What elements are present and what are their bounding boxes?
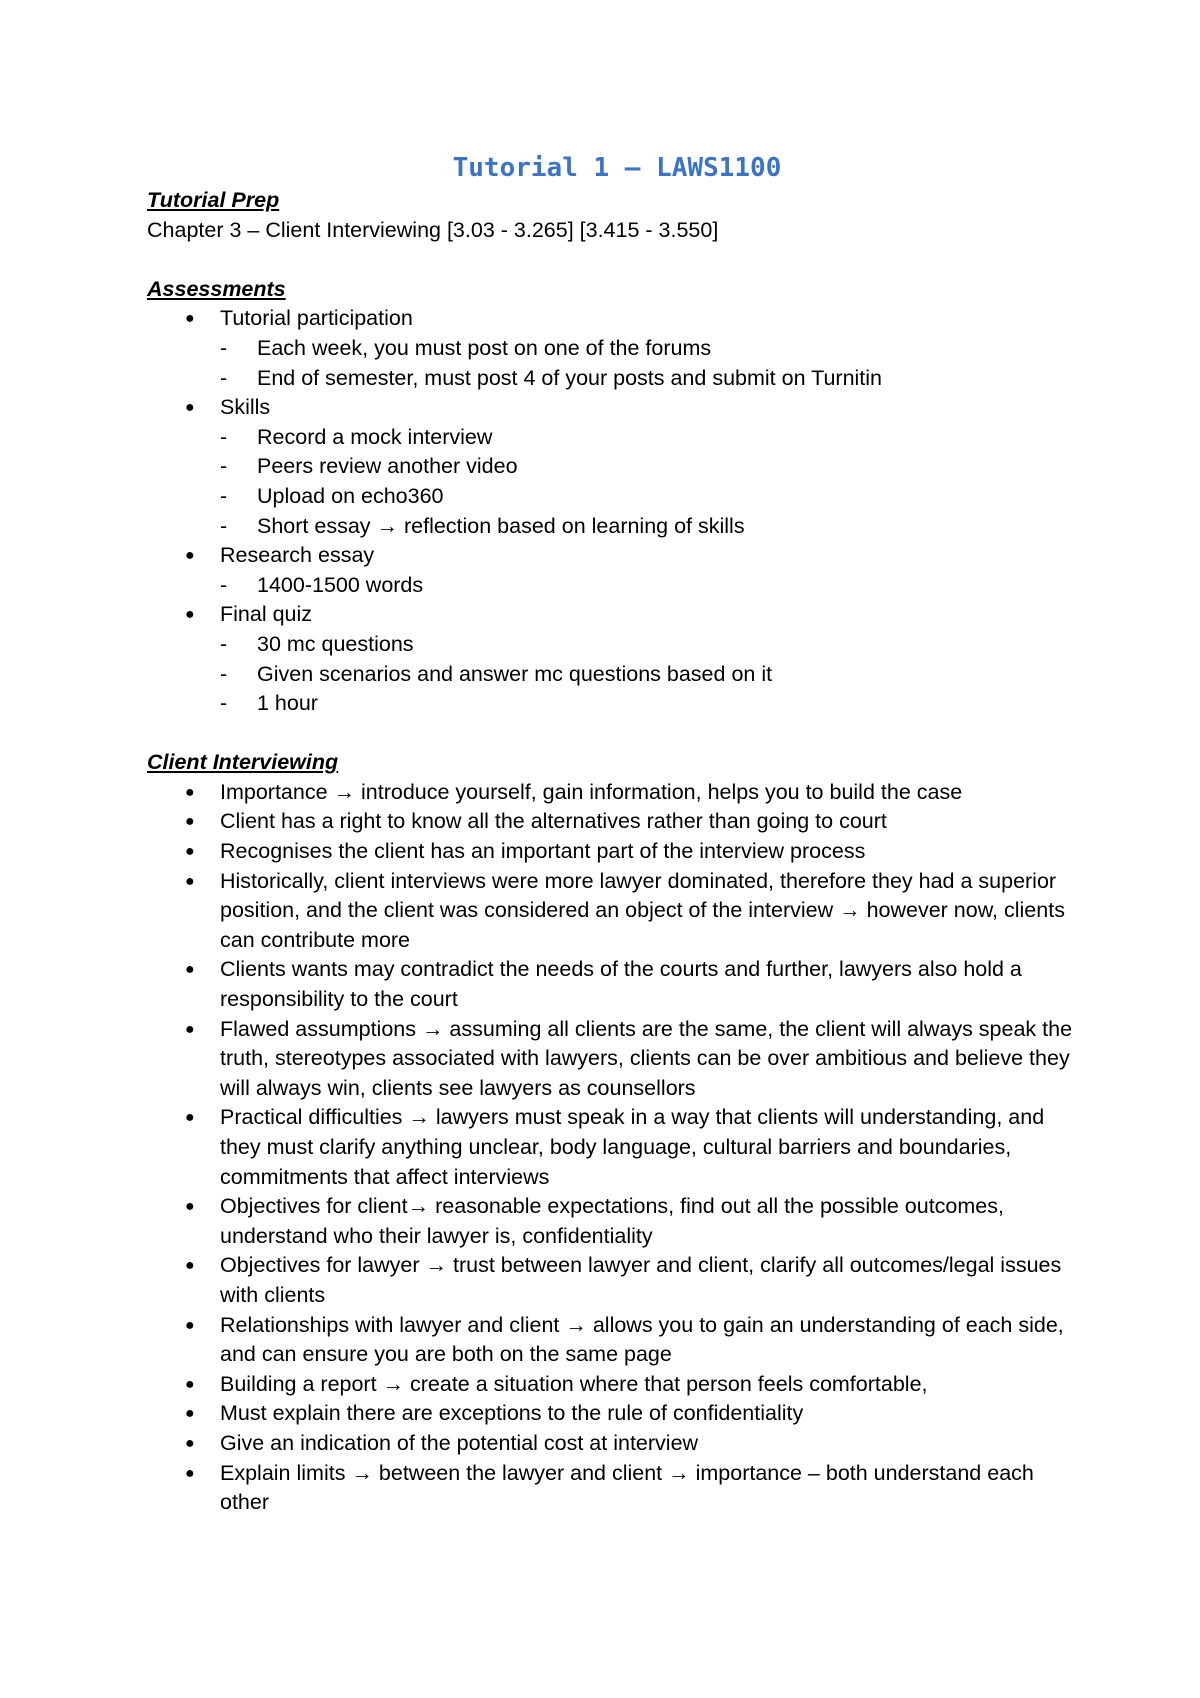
sub-list bbox=[220, 423, 1077, 541]
list-item-text: Client has a right to know all the alternatives rather than going to court bbox=[220, 809, 887, 834]
bullet-icon: ● bbox=[185, 843, 195, 861]
sub-item-text: End of semester, must post 4 of your posts and submit on Turnitin bbox=[257, 365, 883, 390]
dash-icon: - bbox=[220, 483, 228, 508]
list-item bbox=[147, 778, 1077, 808]
list-item bbox=[147, 1459, 1077, 1518]
list-item bbox=[147, 1399, 1077, 1429]
list-item-text: Recognises the client has an important part of the interview process bbox=[220, 839, 866, 864]
sub-list-item bbox=[220, 364, 1077, 394]
document-title: Tutorial 1 – LAWS1100 bbox=[452, 153, 782, 183]
sub-list-item bbox=[220, 334, 1077, 364]
sub-list-item bbox=[220, 689, 1077, 719]
bullet-icon: ● bbox=[185, 961, 195, 979]
list-item-text: Importance → introduce yourself, gain information, helps you to build the case bbox=[220, 779, 963, 804]
sub-item-text: 1400-1500 words bbox=[257, 572, 424, 597]
bullet-icon: ● bbox=[185, 399, 195, 417]
list-item bbox=[147, 304, 1077, 393]
list-item bbox=[147, 1103, 1077, 1192]
list-item bbox=[147, 1429, 1077, 1459]
list-item-text: Explain limits → between the lawyer and client → importance – both understand each other bbox=[220, 1460, 1034, 1515]
list-item bbox=[147, 1370, 1077, 1400]
list-item-text: Flawed assumptions → assuming all clients are the same, the client will always speak the truth, stereotypes associated with lawyers, clients can be over ambitious and believe they will always win, clients see lawyers as counsellors bbox=[220, 1016, 1073, 1100]
dash-icon: - bbox=[220, 424, 228, 449]
list-item-text: Objectives for lawyer → trust between lawyer and client, clarify all outcomes/legal issues with clients bbox=[220, 1253, 1062, 1307]
bullet-icon: ● bbox=[185, 1405, 195, 1423]
list-item bbox=[147, 807, 1077, 837]
dash-icon: - bbox=[220, 365, 228, 390]
client-interviewing-heading: Client Interviewing bbox=[147, 750, 339, 775]
sub-item-text: Upload on echo360 bbox=[257, 483, 444, 508]
assessment-label: Research essay bbox=[220, 543, 375, 568]
assessment-label: Skills bbox=[220, 395, 271, 420]
bullet-icon: ● bbox=[185, 606, 195, 624]
tutorial-prep-text: Chapter 3 – Client Interviewing [3.03 - 3.265] [3.415 - 3.550] bbox=[147, 217, 719, 242]
bullet-icon: ● bbox=[185, 1257, 195, 1275]
list-item bbox=[147, 1311, 1077, 1370]
sub-list-item bbox=[220, 512, 1077, 542]
dash-icon: - bbox=[220, 335, 228, 360]
sub-list-item bbox=[220, 630, 1077, 660]
assessment-label: Tutorial participation bbox=[220, 306, 413, 331]
list-item bbox=[147, 1251, 1077, 1310]
sub-item-text: Given scenarios and answer mc questions based on it bbox=[257, 661, 773, 686]
dash-icon: - bbox=[220, 631, 228, 656]
bullet-icon: ● bbox=[185, 813, 195, 831]
list-item-text: Relationships with lawyer and client → allows you to gain an understanding of each side, and can ensure you are both on the same page bbox=[220, 1312, 1064, 1367]
spacer bbox=[147, 719, 1077, 749]
sub-list bbox=[220, 571, 1077, 601]
bullet-icon: ● bbox=[185, 872, 195, 890]
client-interviewing-list bbox=[147, 778, 1077, 1518]
assessments-heading: Assessments bbox=[147, 276, 286, 301]
bullet-icon: ● bbox=[185, 1434, 195, 1452]
list-item-text: Give an indication of the potential cost at interview bbox=[220, 1430, 699, 1455]
bullet-icon: ● bbox=[185, 1020, 195, 1038]
list-item bbox=[147, 867, 1077, 956]
sub-list-item bbox=[220, 660, 1077, 690]
dash-icon: - bbox=[220, 513, 228, 538]
bullet-icon: ● bbox=[185, 1198, 195, 1216]
list-item bbox=[147, 541, 1077, 600]
sub-list bbox=[220, 334, 1077, 393]
list-item bbox=[147, 393, 1077, 541]
dash-icon: - bbox=[220, 661, 228, 686]
list-item bbox=[147, 837, 1077, 867]
bullet-icon: ● bbox=[185, 1375, 195, 1393]
list-item bbox=[147, 600, 1077, 718]
sub-item-text: 30 mc questions bbox=[257, 631, 414, 656]
bullet-icon: ● bbox=[185, 1464, 195, 1482]
tutorial-prep-heading: Tutorial Prep bbox=[147, 188, 280, 212]
list-item bbox=[147, 1192, 1077, 1251]
sub-item-text: Each week, you must post on one of the forums bbox=[257, 335, 712, 360]
spacer bbox=[147, 245, 1077, 275]
assessments-list bbox=[147, 304, 1077, 718]
dash-icon: - bbox=[220, 572, 228, 597]
assessment-label: Final quiz bbox=[220, 602, 313, 627]
list-item-text: Practical difficulties → lawyers must speak in a way that clients will understanding, and they must clarify anything unclear, body language, cultural barriers and boundaries, commitments that affect interviews bbox=[220, 1105, 1045, 1189]
list-item bbox=[147, 1015, 1077, 1104]
list-item-text: Objectives for client→ reasonable expectations, find out all the possible outcomes, understand who their lawyer is, confidentiality bbox=[220, 1194, 1004, 1248]
bullet-icon: ● bbox=[185, 547, 195, 565]
list-item-text: Clients wants may contradict the needs of the courts and further, lawyers also hold a responsibility to the court bbox=[220, 957, 1022, 1012]
list-item-text: Building a report → create a situation where that person feels comfortable, bbox=[220, 1371, 928, 1396]
dash-icon: - bbox=[220, 454, 228, 479]
sub-item-text: Peers review another video bbox=[257, 454, 518, 479]
sub-list-item bbox=[220, 482, 1077, 512]
document-content bbox=[147, 150, 1077, 1518]
bullet-icon: ● bbox=[185, 1316, 195, 1334]
list-item-text: Must explain there are exceptions to the rule of confidentiality bbox=[220, 1401, 804, 1426]
sub-list-item bbox=[220, 452, 1077, 482]
list-item bbox=[147, 955, 1077, 1014]
bullet-icon: ● bbox=[185, 310, 195, 328]
dash-icon: - bbox=[220, 691, 228, 716]
sub-item-text: Short essay → reflection based on learning of skills bbox=[257, 513, 745, 538]
sub-item-text: 1 hour bbox=[257, 691, 318, 716]
sub-item-text: Record a mock interview bbox=[257, 424, 493, 449]
bullet-icon: ● bbox=[185, 783, 195, 801]
sub-list bbox=[220, 630, 1077, 719]
bullet-icon: ● bbox=[185, 1109, 195, 1127]
list-item-text: Historically, client interviews were more lawyer dominated, therefore they had a superior position, and the client was considered an object of the interview → however now, clients can contribute more bbox=[220, 868, 1065, 952]
sub-list-item bbox=[220, 571, 1077, 601]
sub-list-item bbox=[220, 423, 1077, 453]
